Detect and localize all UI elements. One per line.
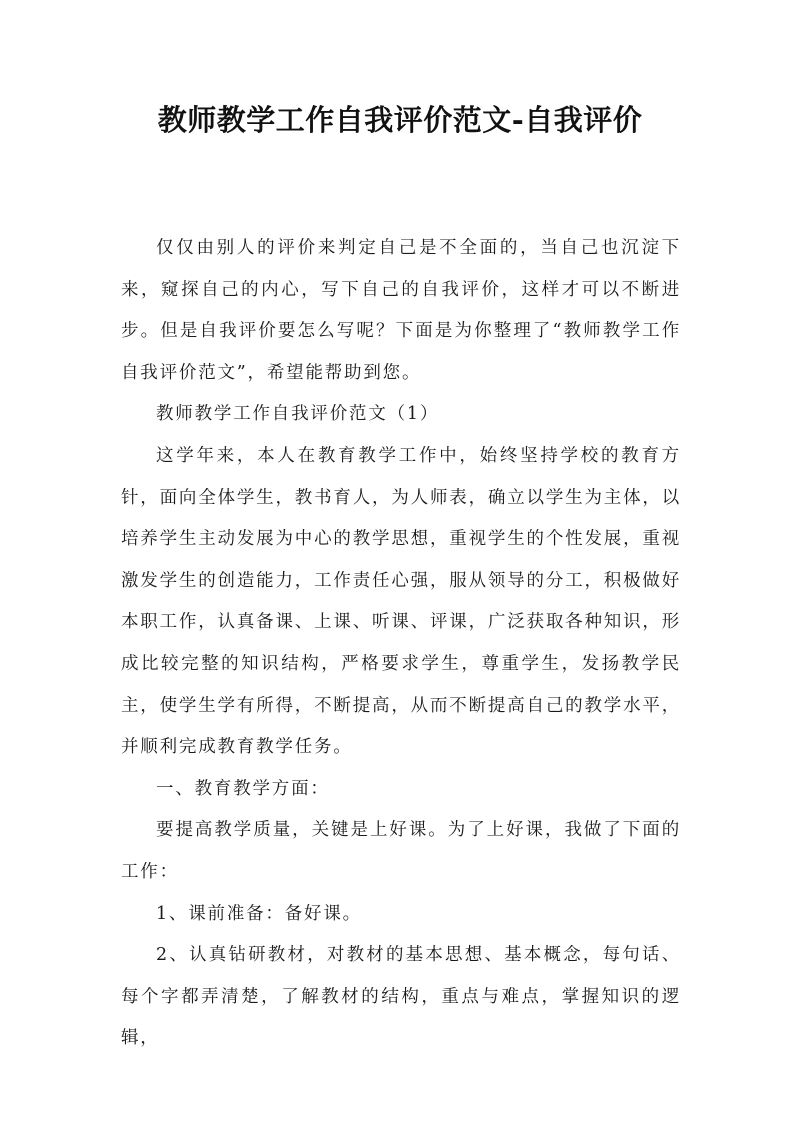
intro-paragraph: 仅仅由别人的评价来判定自己是不全面的，当自己也沉淀下来，窥探自己的内心，写下自己的自我评价，这样才可以不断进步。但是自我评价要怎么写呢？下面是为你整理了“教师教学工作自我评价范文”，希望能帮助到您。 xyxy=(121,238,681,383)
body-paragraph: 要提高教学质量，关键是上好课。为了上好课，我做了下面的工作： xyxy=(121,820,681,882)
body-paragraph: 这学年来，本人在教育教学工作中，始终坚持学校的教育方针，面向全体学生，教书育人，为人师表，确立以学生为主体，以培养学生主动发展为中心的教学思想，重视学生的个性发展，重视激发学生的创造能力，工作责任心强，服从领导的分工，积极做好本职工作，认真备课、上课、听课、评课，广泛获取各种知识，形成比较完整的知识结构，严格要求学生，尊重学生，发扬教学民主，使学生学有所得，不断提高，从而不断提高自己的教学水平，并顺利完成教育教学任务。 xyxy=(121,445,681,758)
list-item: 2、认真钻研教材，对教材的基本思想、基本概念，每句话、每个字都弄清楚，了解教材的结构，重点与难点，掌握知识的逻辑， xyxy=(121,945,681,1049)
document-title: 教师教学工作自我评价范文-自我评价 xyxy=(157,103,643,137)
section-heading-sample-1: 教师教学工作自我评价范文（1） xyxy=(156,404,440,425)
document-body xyxy=(121,228,681,1060)
section-heading-teaching: 一、教育教学方面： xyxy=(156,778,330,799)
list-item: 1、课前准备：备好课。 xyxy=(156,903,362,924)
